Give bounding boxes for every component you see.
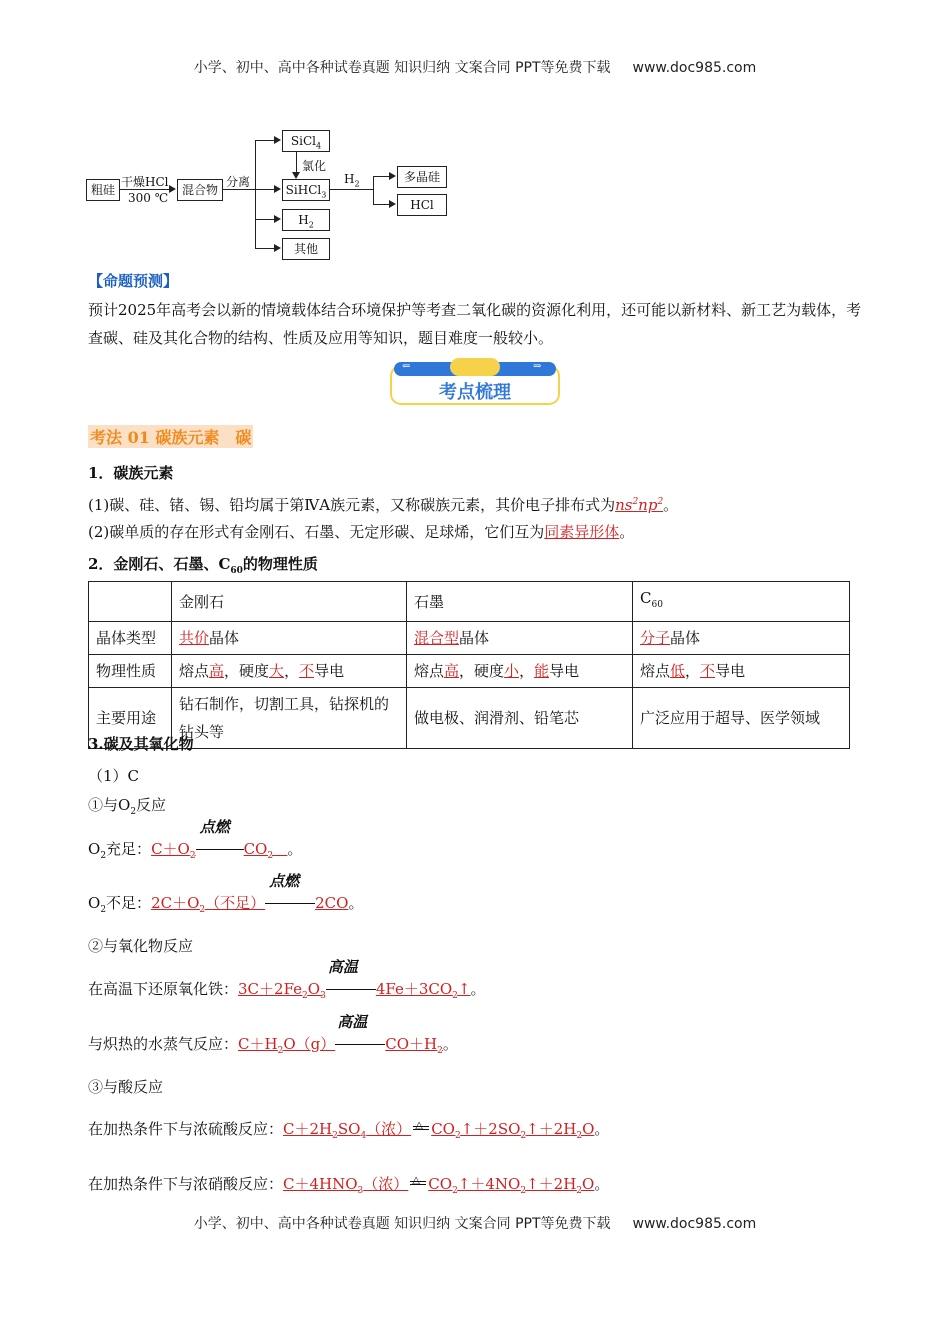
badge-label: 考点梳理 [439, 382, 511, 403]
table-row: 物理性质 熔点高，硬度大，不导电 熔点高，硬度小，能导电 熔点低，不导电 [89, 655, 850, 688]
flow-box-mixture: 混合物 [177, 179, 223, 201]
s3-heading: 3.碳及其氧化物 [88, 735, 194, 753]
s3-item1: ①与$O_2$反应 [88, 796, 167, 817]
flow-box-crude-si: 粗硅 [86, 179, 120, 201]
eq5: 在加热条件下与浓硫酸反应：$C+2H_2SO_4$（浓） △ $CO_2↑+2SO_2↑+2H_2O$。 [88, 1120, 610, 1141]
flow-box-sicl4: SiCl$_4$ [282, 130, 330, 152]
flow-box-other: 其他 [282, 238, 330, 260]
flow-box-polysi: 多晶硅 [397, 166, 447, 188]
flow-box-hcl: HCl [397, 194, 447, 216]
flow-box-sihcl3: SiHCl$_3$ [282, 179, 330, 201]
table-header-graphite: 石墨 [407, 582, 633, 622]
section-badge [388, 358, 562, 406]
table-row [89, 582, 850, 622]
eq6: 在加热条件下与浓硝酸反应：$C+4HNO_3$（浓） △ $CO_2↑+4NO_2↑+2H_2O$。 [88, 1175, 610, 1196]
eq3: 在高温下还原氧化铁：$3C+2Fe_2O_3$ 高温 $4Fe+3CO_2↑$。 [88, 958, 486, 1001]
s1-heading: 1．碳族元素 [88, 464, 174, 482]
flow-label-hcl: 干燥HCl [121, 175, 169, 189]
table-row: 主要用途 钻石制作，切割工具，钻探机的钻头等 做电极、润滑剂、铅笔芯 广泛应用于超导、医学领域 [89, 688, 850, 749]
s3-sub1: （1）C [88, 767, 140, 785]
properties-table [88, 581, 850, 749]
header-text: 小学、初中、高中各种试卷真题 知识归纳 文案合同 PPT等免费下载 [193, 60, 611, 76]
flow-label-separate: 分离 [226, 175, 251, 189]
s2-heading: 2．金刚石、石墨、$C_{60}$的物理性质 [88, 555, 318, 576]
s1-p2: (2)碳单质的存在形式有金刚石、石墨、无定形碳、足球烯，它们互为同素异形体。 [88, 523, 635, 541]
s1-p1: (1)碳、硅、锗、锡、铅均属于第ⅣA族元素，又称碳族元素，其价电子排布式为$ns^2np^2$。 [88, 496, 679, 514]
s3-item3: ③与酸反应 [88, 1078, 164, 1096]
s3-item2: ②与氧化物反应 [88, 937, 194, 955]
badge-arrow-right: ⇒ [533, 361, 542, 372]
flow-label-temp: 300 ℃ [128, 191, 169, 205]
table-header-c60: $C_{60}$ [633, 582, 850, 622]
header-url[interactable]: www.doc985.com [632, 60, 757, 76]
flow-label-chlorinate: 氯化 [302, 159, 327, 173]
page-footer [0, 1213, 950, 1233]
badge-arrow-left: ⇐ [402, 361, 411, 372]
table-row: 晶体类型 共价晶体 混合型晶体 分子晶体 [89, 622, 850, 655]
eq2: $O_2$不足：$2C+O_2$（不足） 点燃 2CO。 [88, 872, 364, 915]
eq4: 与炽热的水蒸气反应：$C+H_2O(g)$ 高温 $CO+H_2$。 [88, 1013, 458, 1056]
flow-box-h2: $H_2$ [282, 209, 330, 231]
prediction-text: 预计2025年高考会以新的情境载体结合环境保护等考查二氧化碳的资源化利用，还可能以新材料、新工艺为载体，考查碳、硅及其化合物的结构、性质及应用等知识，题目难度一般较小。 [88, 301, 862, 347]
flow-label-h2: $H_2$ [344, 172, 360, 189]
table-header-diamond: 金刚石 [172, 582, 407, 622]
prediction-title: 【命题预测】 [88, 272, 179, 290]
flow-diagram [0, 0, 950, 270]
footer-text: 小学、初中、高中各种试卷真题 知识归纳 文案合同 PPT等免费下载 [193, 1216, 611, 1232]
eq1: $O_2$充足：$C+O_2$ 点燃 $CO_2$ 。 [88, 818, 303, 861]
footer-url[interactable]: www.doc985.com [632, 1216, 757, 1232]
section-title: 考法 01 碳族元素 碳 [88, 425, 253, 448]
